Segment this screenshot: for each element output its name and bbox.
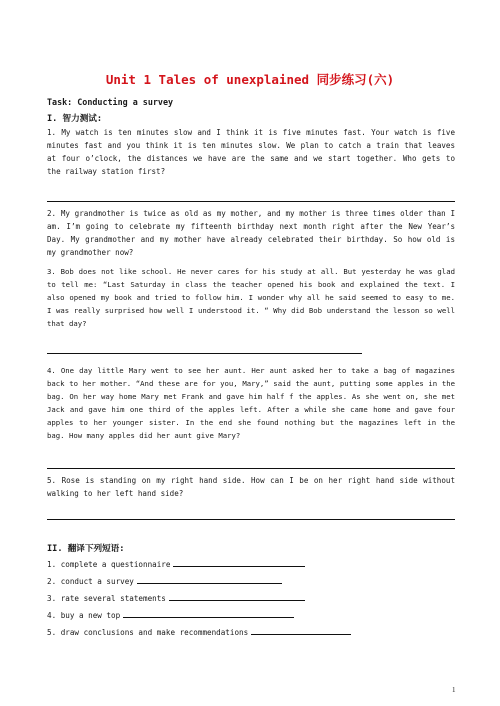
section-1-heading: I. 智力测试: [47,114,103,124]
page-title: Unit 1 Tales of unexplained 同步练习(六) [105,72,395,87]
answer-line-3 [47,353,362,354]
blank-line [251,627,351,635]
blank-line [169,593,305,601]
answer-line-5 [47,519,455,520]
blank-line [173,559,305,567]
page-number: 1 [452,686,456,694]
question-2: 2. My grandmother is twice as old as my mother, and my mother is three times older than I am. I’m going to celebrate my fifteenth birthday next month right after the New Year’s Day. My grandmother and my mother have already celebrated their birthday. So how old is my grandmother now? [47,209,455,257]
question-5: 5. Rose is standing on my right hand side. How can I be on her right hand side without walking to her left hand side? [47,476,455,498]
phrase-text: 4. buy a new top [47,611,121,620]
answer-line-1 [47,201,455,202]
section-2-heading: II. 翻译下列短语: [47,544,125,554]
blank-line [123,610,294,618]
phrase-text: 2. conduct a survey [47,577,134,586]
phrase-text: 5. draw conclusions and make recommendations [47,628,249,637]
phrase-text: 1. complete a questionnaire [47,560,171,569]
phrase-item-5 [47,627,351,637]
task-heading: Task: Conducting a survey [47,97,174,107]
answer-line-4 [47,468,455,469]
phrase-item-3 [47,593,305,603]
question-1: 1. My watch is ten minutes slow and I think it is five minutes fast. Your watch is five minutes fast and you think it is ten minutes slow. We plan to catch a train that leaves at four o’clock, the distances we have are the same and we start together. Who gets to the railway station first? [47,128,455,176]
phrase-text: 3. rate several statements [47,594,166,603]
phrase-item-4 [47,610,294,620]
phrase-item-1 [47,559,305,569]
blank-line [137,576,282,584]
question-4: 4. One day little Mary went to see her aunt. Her aunt asked her to take a bag of magazines back to her mother. “And these are for you, Mary,” said the aunt, putting some apples in the bag. On her way home Mary met Frank and gave him half f the apples. As she went on, she met Jack and gave him one third of the apples left. After a while she came home and gave four apples to her younger sister. In the end she found nothing but the magazines left in the bag. How many apples did her aunt give Mary? [47,366,455,440]
phrase-item-2 [47,576,282,586]
question-3: 3. Bob does not like school. He never cares for his study at all. But yesterday he was glad to tell me: “Last Saturday in class the teacher opened his book and explained the text. I also opened my book and tried to follow him. I wonder why all he said seemed to easy to me. I was really surprised how well I understood it. “ Why did Bob understand the lesson so well that day? [47,267,455,328]
